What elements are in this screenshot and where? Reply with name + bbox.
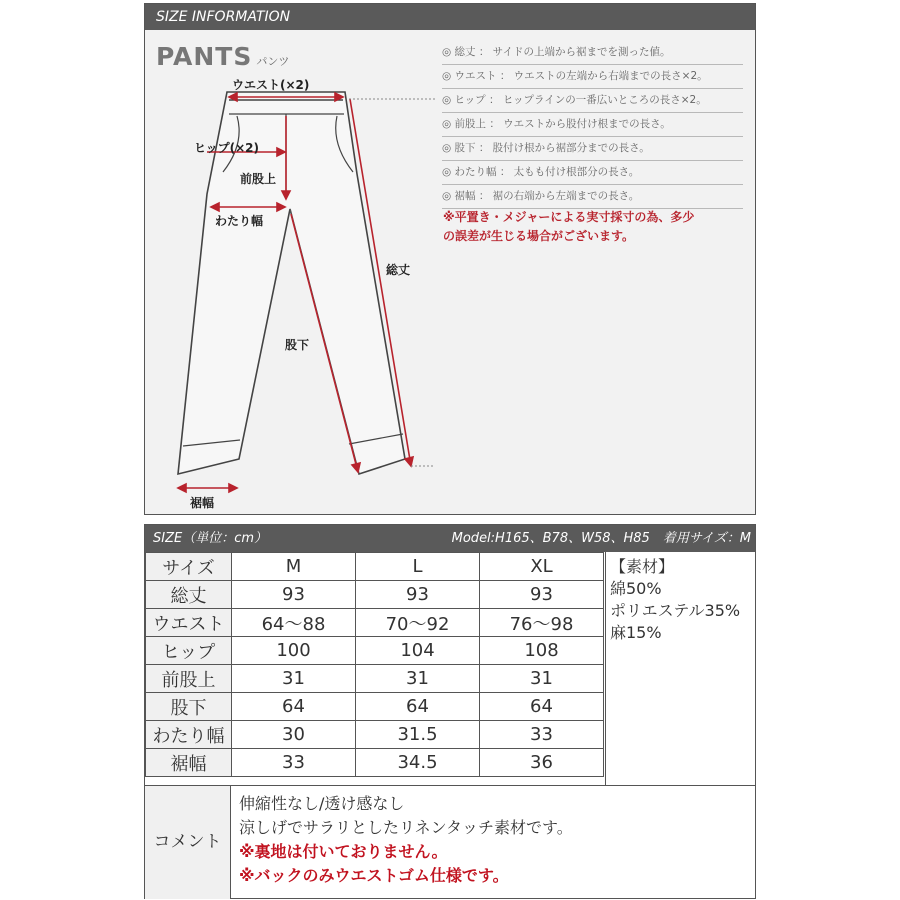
size-table (145, 552, 604, 777)
hem-label: 裾幅 (190, 496, 215, 510)
size-table-header (145, 525, 755, 552)
cell-l: 31.5 (356, 721, 480, 749)
legend-item: ◎ 股下 ： 股付け根から裾部分までの長さ。 (442, 137, 743, 161)
cell-xl: 36 (480, 749, 604, 777)
cell-l: 104 (356, 637, 480, 665)
waist-label: ウエスト(×2) (232, 78, 310, 92)
cell-m: 64〜88 (232, 609, 356, 637)
cell-l: 64 (356, 693, 480, 721)
pants-title-sub: パンツ (256, 55, 290, 68)
cell-xl: XL (480, 553, 604, 581)
table-row (146, 553, 604, 581)
legend-item: ◎ ヒップ ： ヒップラインの一番広いところの長さ×2。 (442, 89, 743, 113)
table-row (146, 665, 604, 693)
material-item: 麻15% (610, 623, 662, 642)
row-header: ヒップ (146, 637, 232, 665)
material-info (605, 552, 756, 785)
inseam-label: 股下 (285, 338, 310, 352)
cell-l: L (356, 553, 480, 581)
note-line: ※平置き・メジャーによる実寸採寸の為、多少 (443, 210, 695, 224)
material-heading: 【素材】 (610, 557, 675, 576)
thigh-label: わたり幅 (215, 214, 264, 228)
model-info: Model:H165、B78、W58、H85 着用サイズ：M (451, 531, 751, 546)
length-label: 総丈 (386, 263, 411, 277)
comment-row (145, 785, 755, 899)
row-header: わたり幅 (146, 721, 232, 749)
cell-l: 34.5 (356, 749, 480, 777)
note-line: の誤差が生じる場合がございます。 (443, 229, 635, 243)
cell-m: 30 (232, 721, 356, 749)
legend-item: ◎ 総丈 ： サイドの上端から裾までを測った値。 (442, 41, 743, 65)
cell-m: 100 (232, 637, 356, 665)
legend-item: ◎ 前股上 ： ウエストから股付け根までの長さ。 (442, 113, 743, 137)
cell-m: 33 (232, 749, 356, 777)
table-row (146, 581, 604, 609)
cell-xl: 31 (480, 665, 604, 693)
row-header: 裾幅 (146, 749, 232, 777)
cell-m: 93 (232, 581, 356, 609)
size-table-panel (144, 524, 756, 899)
cell-xl: 108 (480, 637, 604, 665)
table-row (146, 749, 604, 777)
measurement-legend (442, 41, 743, 209)
material-item: ポリエステル35% (610, 601, 741, 620)
measurement-note (443, 208, 743, 246)
size-information-panel (144, 3, 756, 515)
table-row (146, 637, 604, 665)
table-row (146, 693, 604, 721)
legend-item: ◎ 裾幅 ： 裾の右端から左端までの長さ。 (442, 185, 743, 209)
pants-title-text: PANTS (156, 42, 253, 71)
cell-xl: 76〜98 (480, 609, 604, 637)
comment-warning: ※バックのみウエストゴム仕様です。 (239, 866, 509, 885)
row-header: 総丈 (146, 581, 232, 609)
unit-label: SIZE（単位：cm） (153, 531, 268, 546)
comment-label: コメント (145, 786, 231, 899)
cell-l: 31 (356, 665, 480, 693)
comment-body (239, 792, 573, 888)
row-header: 前股上 (146, 665, 232, 693)
row-header: 股下 (146, 693, 232, 721)
legend-item: ◎ わたり幅 ： 太もも付け根部分の長さ。 (442, 161, 743, 185)
comment-line: 涼しげでサラリとしたリネンタッチ素材です。 (239, 818, 573, 837)
row-header: サイズ (146, 553, 232, 581)
table-row (146, 609, 604, 637)
cell-xl: 64 (480, 693, 604, 721)
hip-label: ヒップ(×2) (194, 141, 260, 155)
size-information-header: SIZE INFORMATION (145, 4, 755, 30)
legend-item: ◎ ウエスト ： ウエストの左端から右端までの長さ×2。 (442, 65, 743, 89)
cell-l: 93 (356, 581, 480, 609)
cell-l: 70〜92 (356, 609, 480, 637)
comment-line: 伸縮性なし/透け感なし (239, 794, 405, 813)
row-header: ウエスト (146, 609, 232, 637)
cell-m: M (232, 553, 356, 581)
cell-m: 64 (232, 693, 356, 721)
rise-label: 前股上 (240, 172, 277, 186)
material-item: 綿50% (610, 579, 662, 598)
cell-m: 31 (232, 665, 356, 693)
cell-xl: 33 (480, 721, 604, 749)
cell-xl: 93 (480, 581, 604, 609)
table-row (146, 721, 604, 749)
comment-warning: ※裏地は付いておりません。 (239, 842, 448, 861)
